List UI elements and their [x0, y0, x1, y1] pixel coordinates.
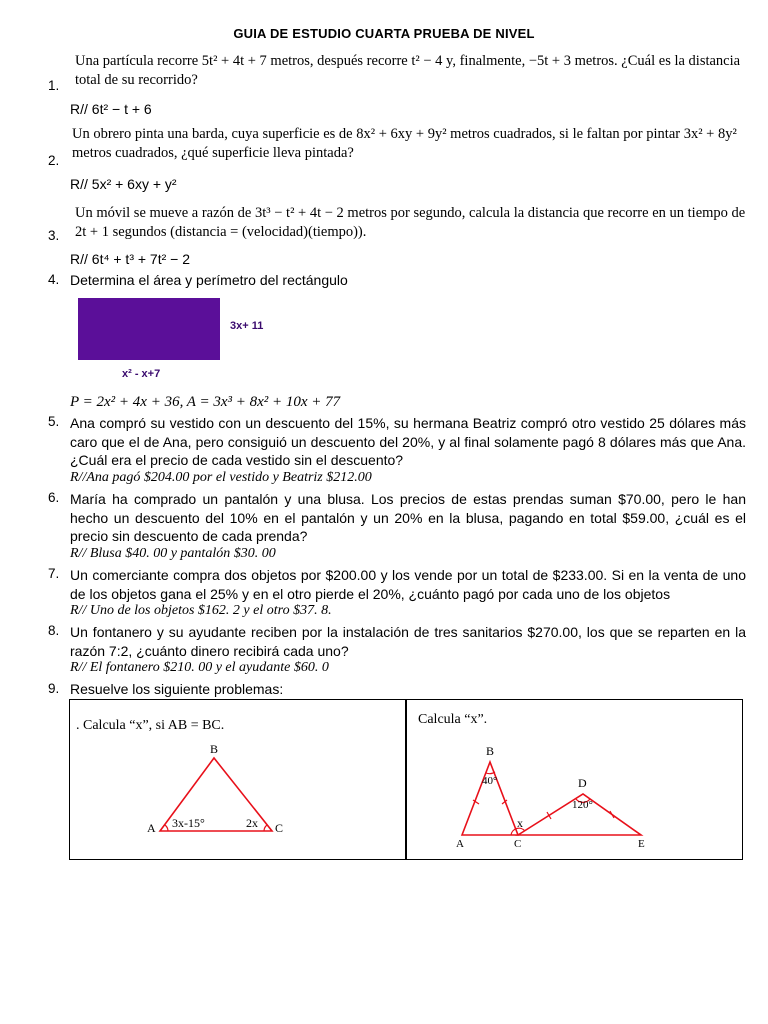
p5-answer: R//Ana pagó $204.00 por el vestido y Beatriz $212.00	[70, 470, 372, 485]
p7-number: 7.	[48, 566, 60, 581]
left-angle-c: 2x	[246, 816, 258, 830]
p4-statement: Determina el área y perímetro del rectángulo	[70, 272, 348, 288]
p8-answer: R// El fontanero $210. 00 y el ayudante $60. 0	[70, 660, 329, 675]
p9-statement: Resuelve los siguiente problemas:	[70, 681, 284, 697]
right-figure-caption: Calcula “x”.	[418, 712, 488, 727]
left-label-c: C	[275, 821, 284, 835]
p4-number: 4.	[48, 272, 60, 287]
p2-statement-line2: metros cuadrados, ¿qué superficie lleva pintada?	[72, 145, 354, 161]
two-triangles-figure	[406, 700, 742, 860]
right-label-b: B	[486, 744, 495, 758]
p1-number: 1.	[48, 78, 60, 93]
left-label-a: A	[147, 821, 156, 835]
figures-box	[69, 699, 743, 860]
isosceles-triangle-figure	[70, 700, 405, 860]
p5-number: 5.	[48, 414, 60, 429]
p6-statement: María ha comprado un pantalón y una blusa. Los precios de estas prendas suman $70.00, pero le han hecho un descuento del 10% en el pantalón y un 20% en la blusa, pagando en total $59.00, ¿cuál es el precio sin descuento de cada prenda?	[70, 491, 746, 544]
p3-statement-line1: Un móvil se mueve a razón de 3t³ − t² + 4t − 2 metros por segundo, calcula la distancia que recorre en un tiempo de	[75, 205, 746, 221]
p3-statement-line2: 2t + 1 segundos (distancia = (velocidad)(tiempo)).	[75, 224, 367, 240]
right-label-d: D	[578, 776, 587, 790]
page-title: GUIA DE ESTUDIO CUARTA PRUEBA DE NIVEL	[233, 26, 535, 41]
rectangle-base-label: x² - x+7	[122, 368, 161, 380]
p2-answer: R// 5x² + 6xy + y²	[70, 176, 177, 192]
rectangle-figure	[78, 298, 220, 360]
p9-number: 9.	[48, 681, 60, 696]
p3-number: 3.	[48, 228, 60, 243]
right-label-a: A	[456, 838, 464, 850]
p1-statement-line1: Una partícula recorre 5t² + 4t + 7 metros, después recorre t² − 4 y, finalmente, −5t + 3 metros. ¿Cuál es la distancia	[75, 53, 741, 69]
rectangle-side-label: 3x+ 11	[230, 320, 264, 332]
left-figure-caption: . Calcula “x”, si AB = BC.	[76, 718, 225, 733]
p7-statement: Un comerciante compra dos objetos por $200.00 y los vende por un total de $233.00. Si en la venta de uno de los objetos gana el 25% y en el otro pierde el 20%, ¿cuánto pagó por cada uno de los objetos	[70, 567, 746, 602]
p6-answer: R// Blusa $40. 00 y pantalón $30. 00	[70, 546, 276, 561]
p2-number: 2.	[48, 153, 60, 168]
left-angle-a: 3x-15°	[172, 816, 205, 830]
p6-number: 6.	[48, 490, 60, 505]
right-angle-x: x	[517, 816, 523, 830]
p8-statement: Un fontanero y su ayudante reciben por la instalación de tres sanitarios $270.00, los que se reparten en la razón 7:2, ¿cuánto dinero recibirá cada uno?	[70, 624, 746, 659]
p4-answer: P = 2x² + 4x + 36, A = 3x³ + 8x² + 10x + 77	[70, 394, 341, 410]
right-angle-d: 120°	[572, 799, 593, 811]
p1-answer: R// 6t² − t + 6	[70, 101, 152, 117]
right-angle-b: 40°	[482, 775, 498, 787]
p2-statement-line1: Un obrero pinta una barda, cuya superficie es de 8x² + 6xy + 9y² metros cuadrados, si le faltan por pintar 3x² + 8y²	[72, 126, 737, 142]
right-label-e: E	[638, 838, 645, 850]
p8-number: 8.	[48, 623, 60, 638]
p3-answer: R// 6t⁴ + t³ + 7t² − 2	[70, 251, 191, 267]
p5-statement: Ana compró su vestido con un descuento del 15%, su hermana Beatriz compró otro vestido 25 dólares más caro que el de Ana, pero consiguió un descuento del 20%, y al final solamente pagó 8 dólares más que Ana. ¿Cuál era el precio de cada vestido sin el descuento?	[70, 415, 746, 468]
p1-statement-line2: total de su recorrido?	[75, 72, 198, 88]
right-label-c: C	[514, 838, 522, 850]
p7-answer: R// Uno de los objetos $162. 2 y el otro $37. 8.	[70, 603, 332, 618]
left-label-b: B	[210, 742, 219, 756]
